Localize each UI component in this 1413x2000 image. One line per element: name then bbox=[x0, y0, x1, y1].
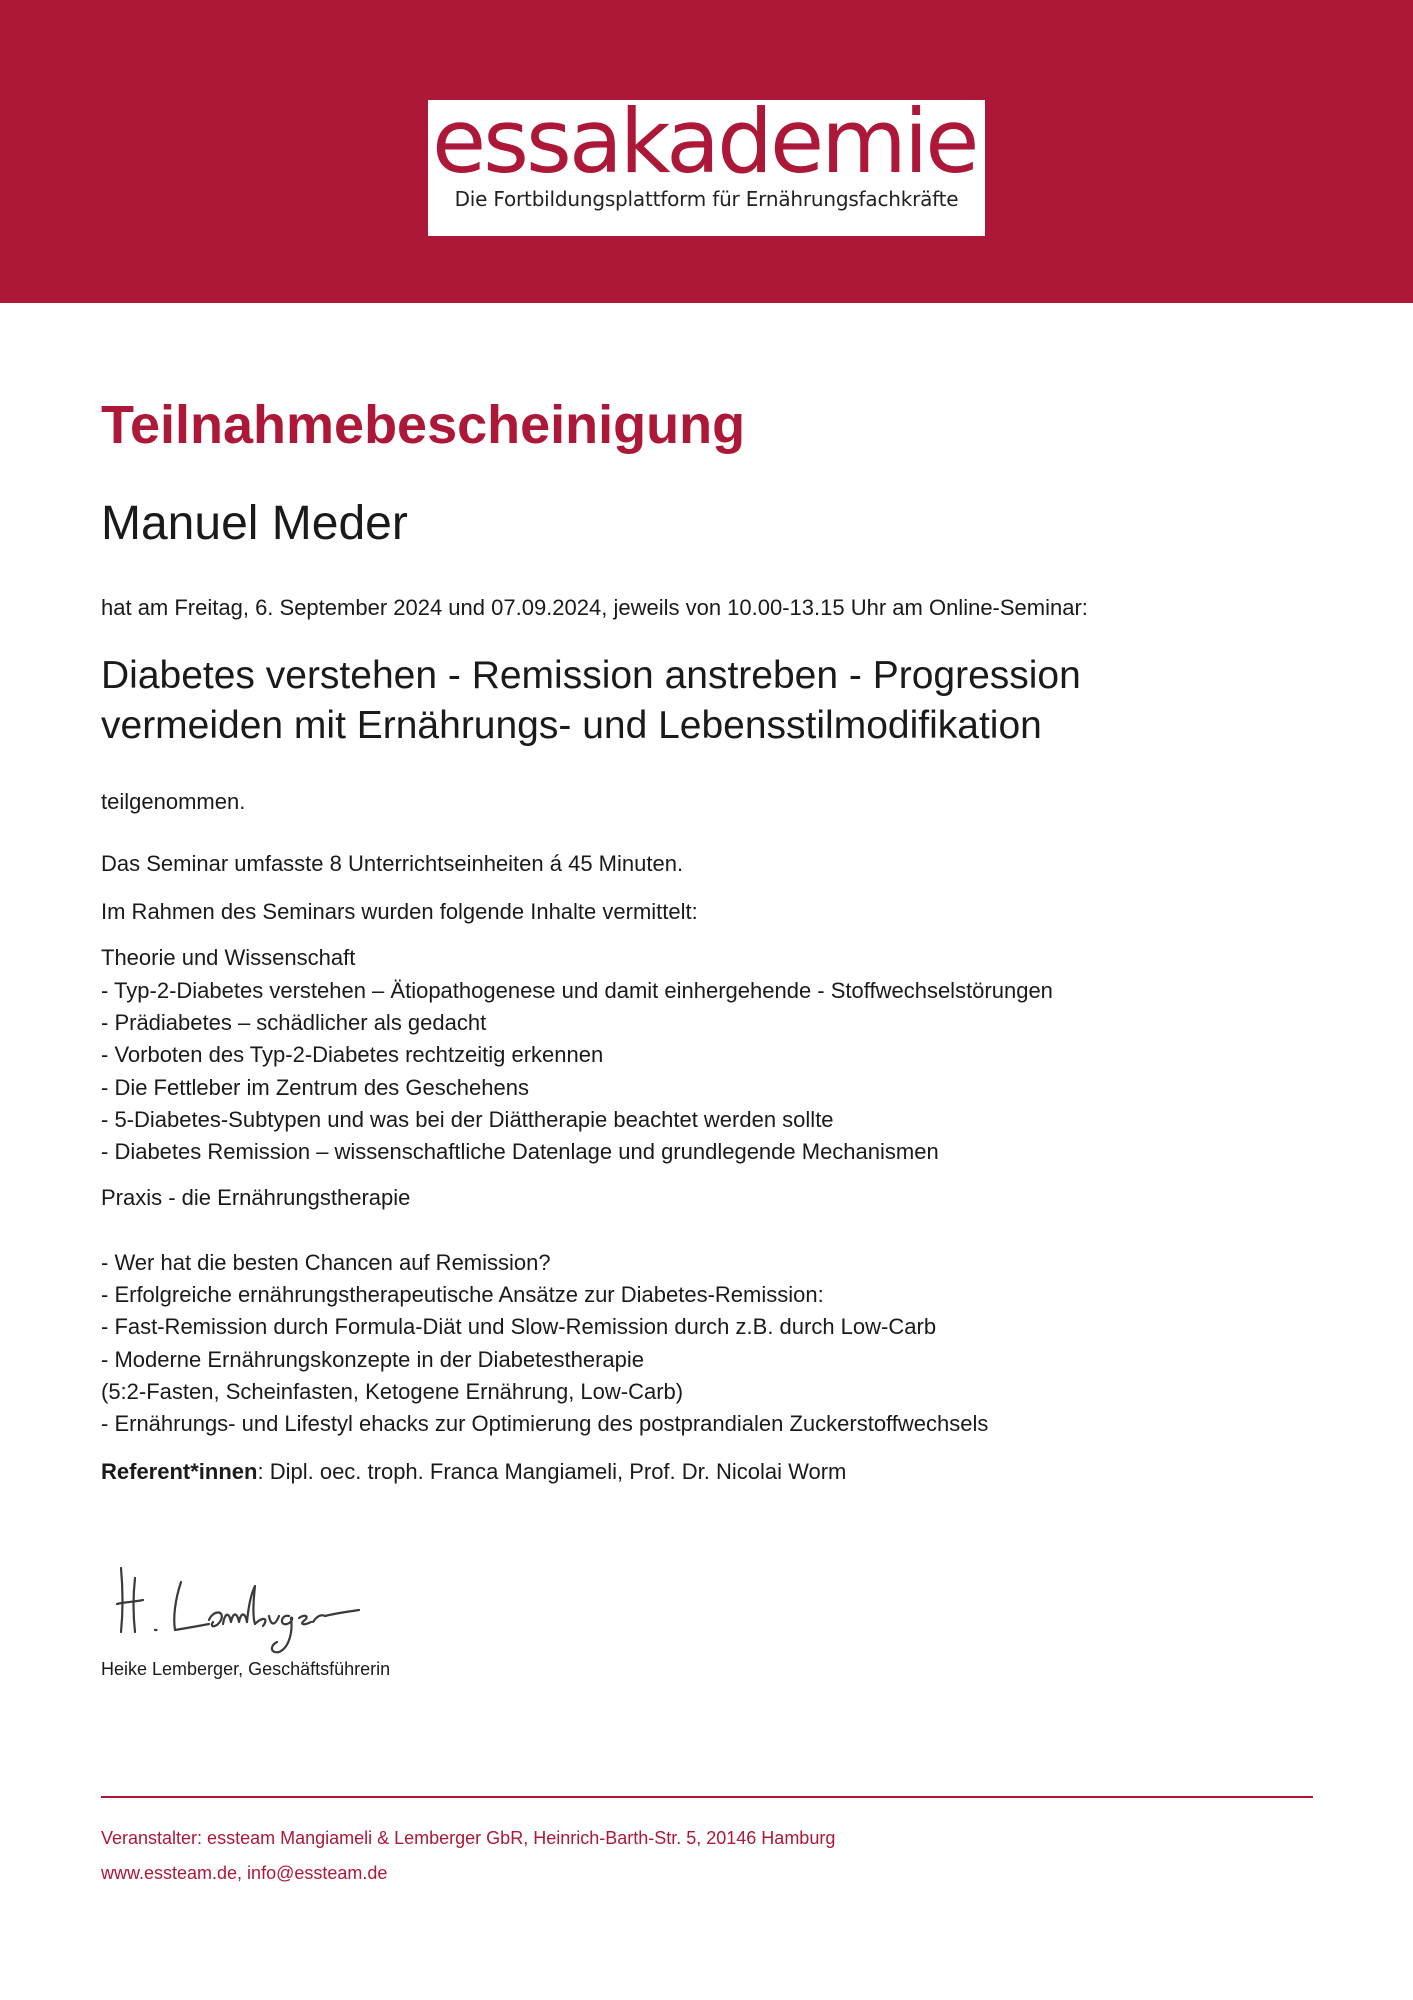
theory-list bbox=[101, 975, 1053, 1168]
logo-tagline: Die Fortbildungsplattform für Ernährungsfachkräfte bbox=[454, 187, 959, 211]
list-item: - Typ-2-Diabetes verstehen – Ätiopathogenese und damit einhergehende - Stoffwechselstörungen bbox=[101, 978, 1053, 1003]
seminar-title-line-1: Diabetes verstehen - Remission anstreben - Progression bbox=[101, 654, 1081, 697]
list-item: - Die Fettleber im Zentrum des Geschehens bbox=[101, 1074, 529, 1100]
practice-list bbox=[101, 1247, 988, 1440]
speakers-names: : Dipl. oec. troph. Franca Mangiameli, Prof. Dr. Nicolai Worm bbox=[257, 1459, 847, 1484]
list-item: - 5-Diabetes-Subtypen und was bei der Diättherapie beachtet werden sollte bbox=[101, 1106, 834, 1132]
logo bbox=[428, 90, 985, 236]
list-item: - Erfolgreiche ernährungstherapeutische Ansätze zur Diabetes-Remission: bbox=[101, 1282, 824, 1308]
footer-organizer: Veranstalter: essteam Mangiameli & Lemberger GbR, Heinrich-Barth-Str. 5, 20146 Hamburg bbox=[101, 1828, 836, 1848]
list-item: - Fast-Remission durch Formula-Diät und Slow-Remission durch z.B. durch Low-Carb bbox=[101, 1314, 937, 1340]
participated-text: teilgenommen. bbox=[101, 789, 246, 814]
footer-divider bbox=[101, 1796, 1313, 1798]
theory-heading: Theorie und Wissenschaft bbox=[101, 945, 356, 970]
list-item: - Diabetes Remission – wissenschaftliche Datenlage und grundlegende Mechanismen bbox=[101, 1139, 939, 1165]
list-item: - Wer hat die besten Chancen auf Remission? bbox=[101, 1250, 551, 1275]
speakers-line bbox=[101, 1457, 846, 1487]
list-item: - Moderne Ernährungskonzepte in der Diabetestherapie bbox=[101, 1346, 644, 1372]
list-item: - Prädiabetes – schädlicher als gedacht bbox=[101, 1010, 487, 1036]
handwritten-signature bbox=[113, 1560, 373, 1660]
header-band bbox=[0, 0, 1413, 303]
date-line: hat am Freitag, 6. September 2024 und 07.09.2024, jeweils von 10.00-13.15 Uhr am Online-Seminar: bbox=[101, 595, 1088, 620]
list-item: - Ernährungs- und Lifestyl ehacks zur Optimierung des postprandialen Zuckerstoffwechsels bbox=[101, 1411, 989, 1437]
signer-name: Heike Lemberger, Geschäftsführerin bbox=[101, 1659, 391, 1679]
page-title: Teilnahmebescheinigung bbox=[101, 395, 746, 455]
list-item: - Vorboten des Typ-2-Diabetes rechtzeitig erkennen bbox=[101, 1042, 604, 1068]
contents-intro: Im Rahmen des Seminars wurden folgende Inhalte vermittelt: bbox=[101, 899, 698, 924]
speakers-label: Referent*innen bbox=[101, 1459, 258, 1484]
seminar-title-line-2: vermeiden mit Ernährungs- und Lebensstilmodifikation bbox=[101, 704, 1042, 747]
practice-heading: Praxis - die Ernährungstherapie bbox=[101, 1185, 411, 1210]
seminar-title bbox=[101, 651, 1301, 751]
footer-contact: www.essteam.de, info@essteam.de bbox=[101, 1863, 388, 1883]
units-text: Das Seminar umfasste 8 Unterrichtseinheiten á 45 Minuten. bbox=[101, 851, 684, 876]
participant-name: Manuel Meder bbox=[101, 497, 408, 550]
logo-wordmark: essakademie bbox=[432, 90, 977, 193]
list-item: (5:2-Fasten, Scheinfasten, Ketogene Ernährung, Low-Carb) bbox=[101, 1378, 684, 1404]
